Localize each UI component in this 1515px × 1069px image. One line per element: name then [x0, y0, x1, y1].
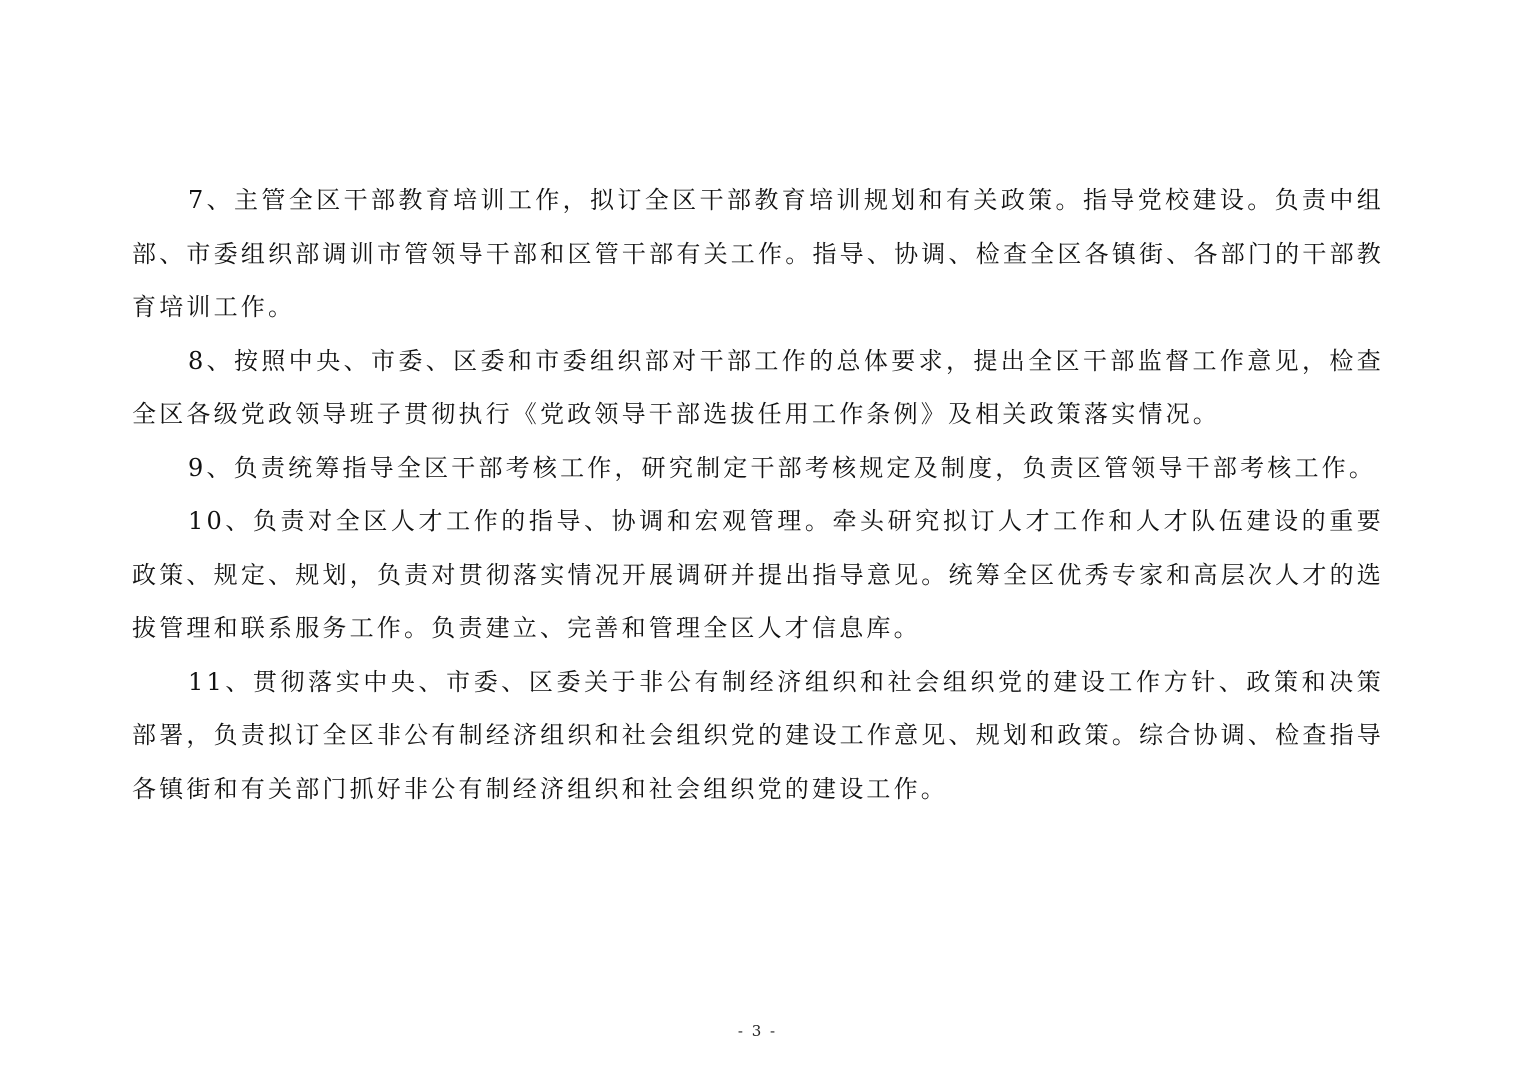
paragraph-7: 7、主管全区干部教育培训工作，拟订全区干部教育培训规划和有关政策。指导党校建设。负责中组部、市委组织部调训市管领导干部和区管干部有关工作。指导、协调、检查全区各镇街、各部门的干部教育培训工作。 — [132, 186, 1384, 321]
paragraph-10: 10、负责对全区人才工作的指导、协调和宏观管理。牵头研究拟订人才工作和人才队伍建设的重要政策、规定、规划，负责对贯彻落实情况开展调研并提出指导意见。统筹全区优秀专家和高层次人才的选拔管理和联系服务工作。负责建立、完善和管理全区人才信息库。 — [132, 507, 1384, 642]
paragraph-8: 8、按照中央、市委、区委和市委组织部对干部工作的总体要求，提出全区干部监督工作意见，检查全区各级党政领导班子贯彻执行《党政领导干部选拔任用工作条例》及相关政策落实情况。 — [132, 346, 1384, 428]
paragraph-9: 9、负责统筹指导全区干部考核工作，研究制定干部考核规定及制度，负责区管领导干部考核工作。 — [188, 453, 1377, 482]
page-number: - 3 - — [737, 1022, 778, 1040]
paragraph-11: 11、贯彻落实中央、市委、区委关于非公有制经济组织和社会组织党的建设工作方针、政策和决策部署，负责拟订全区非公有制经济组织和社会组织党的建设工作意见、规划和政策。综合协调、检查指导各镇街和有关部门抓好非公有制经济组织和社会组织党的建设工作。 — [132, 667, 1384, 803]
document-body — [132, 174, 1384, 816]
